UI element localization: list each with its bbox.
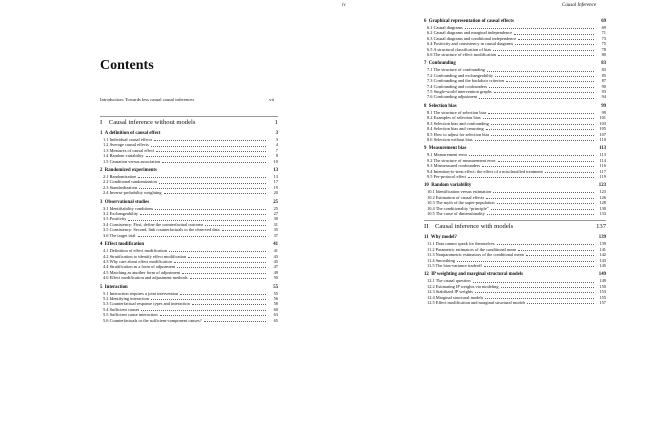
section-page: 31	[273, 221, 278, 227]
dot-leader	[177, 267, 266, 268]
section-title: 7.6 Confounding adjustment	[427, 94, 478, 100]
dot-leader	[518, 250, 594, 251]
section-entry[interactable]	[424, 263, 606, 268]
section-page: 45	[273, 258, 278, 264]
section-page: 27	[273, 211, 278, 217]
section-title: 5.5 Sufficient cause interaction	[103, 312, 158, 318]
dot-leader	[156, 151, 266, 152]
chapter-block	[424, 19, 606, 57]
toc-right-column	[424, 19, 606, 309]
dot-leader	[154, 140, 266, 141]
dot-leader	[465, 28, 594, 29]
section-page: 69	[601, 25, 606, 30]
section-page: 139	[599, 241, 606, 247]
chapter-page: 13	[273, 168, 278, 174]
dot-leader	[457, 261, 594, 262]
section-entry[interactable]	[100, 318, 278, 323]
section-title: 2.3 Standardization	[103, 184, 138, 190]
section-title: 12.1 The causal question	[427, 278, 471, 284]
section-entry[interactable]	[424, 137, 606, 142]
section-title: 12.4 Marginal structural models	[427, 294, 484, 300]
section-page: 143	[599, 257, 606, 263]
dot-leader	[498, 55, 594, 56]
section-entry[interactable]	[100, 275, 278, 280]
section-title: 2.4 Inverse probability weighting	[103, 190, 162, 196]
section-title: 8.6 Selection without bias	[427, 136, 473, 142]
dot-leader	[128, 220, 266, 221]
chapter-block	[100, 131, 278, 164]
dot-leader	[498, 161, 594, 162]
dot-leader	[140, 214, 266, 215]
dot-leader	[493, 50, 594, 51]
dot-leader	[139, 188, 266, 189]
section-page: 141	[599, 246, 606, 252]
chapter-block	[424, 183, 606, 216]
section-title: 6.1 Causal diagrams	[427, 25, 463, 30]
dot-leader	[473, 282, 594, 283]
dot-leader	[482, 166, 594, 167]
section-title: 9.2 The structure of measurement error	[427, 157, 496, 163]
section-page: 123	[599, 189, 606, 195]
section-title: 4.1 Definition of effect modification	[103, 248, 167, 254]
section-title: 11.4 Smoothing	[427, 257, 455, 263]
section-title: 8.5 How to adjust for selection bias	[427, 131, 490, 137]
dot-leader	[506, 81, 594, 82]
dot-leader	[515, 44, 594, 45]
chapter-page: 149	[598, 272, 606, 278]
section-page: 10	[273, 158, 278, 164]
chapter-name: 11 Why model?	[424, 235, 457, 241]
section-title: 6.4 Positivity and consistency in causal diagrams	[427, 41, 514, 47]
section-title: 1.3 Measures of causal effect	[103, 147, 155, 153]
dot-leader	[483, 118, 594, 119]
dot-leader	[497, 244, 594, 245]
section-page: 3	[275, 137, 278, 142]
section-page: 145	[599, 263, 606, 268]
section-title: 10.5 The curse of dimensionality	[427, 210, 485, 216]
chapter-block	[100, 200, 278, 238]
section-title: 3.4 Consistency: First, define the counterfactual outcome	[103, 221, 204, 227]
section-title: 3.3 Positivity	[103, 216, 127, 222]
section-page: 73	[601, 35, 606, 41]
section-entry[interactable]	[424, 52, 606, 57]
section-page: 126	[599, 194, 606, 200]
intro-entry[interactable]	[100, 97, 274, 102]
dot-leader	[146, 156, 266, 157]
dot-leader	[527, 303, 594, 304]
section-title: 7.3 Confounding and the backdoor criterion	[427, 78, 505, 84]
contents-heading: Contents	[100, 58, 154, 73]
section-title: 4.4 Stratification as a form of adjustment	[103, 264, 176, 270]
section-title: 10.4 The conditionality “principle”	[427, 205, 489, 211]
section-title: 3.2 Exchangeability	[103, 211, 139, 217]
section-entry[interactable]	[424, 211, 606, 216]
section-title: 4.6 Effect modification and adjustment methods	[103, 275, 188, 281]
section-page: 49	[273, 269, 278, 275]
section-page: 85	[601, 72, 606, 78]
section-title: 11.5 The bias-variance tradeoff	[427, 263, 482, 268]
section-page: 105	[599, 126, 606, 132]
section-title: 8.4 Selection bias and censoring	[427, 126, 484, 132]
section-title: 3.6 The target trial	[103, 232, 136, 238]
section-title: 12.5 Effect modification and marginal structural models	[427, 300, 526, 306]
section-page: 37	[273, 232, 278, 238]
section-page: 65	[273, 317, 278, 323]
chapter-name: 6 Graphical representation of causal effects	[424, 19, 514, 24]
section-page: 75	[601, 41, 606, 47]
section-title: 3.1 Identifiability conditions	[103, 205, 154, 211]
section-title: 9.1 Measurement error	[427, 152, 468, 158]
chapter-block	[100, 242, 278, 280]
chapter-block	[100, 285, 278, 323]
section-title: 6.5 A structural classification of bias	[427, 46, 492, 52]
chapter-page: 83	[601, 61, 606, 67]
dot-leader	[164, 193, 266, 194]
section-page: 35	[273, 227, 278, 233]
section-page: 20	[273, 190, 278, 196]
page-number: iv	[342, 3, 346, 8]
dot-leader	[491, 124, 594, 125]
dot-leader	[174, 262, 266, 263]
section-page: 117	[599, 168, 606, 174]
section-title: 9.5 Per-protocol effect	[427, 173, 467, 179]
dot-leader	[514, 34, 594, 35]
section-page: 157	[599, 300, 606, 306]
dot-leader	[160, 315, 266, 316]
part-heading[interactable]	[424, 220, 606, 231]
dot-leader	[484, 266, 594, 267]
section-entry[interactable]	[424, 174, 606, 179]
chapter-name: 5 Interaction	[100, 284, 128, 290]
chapter-page: 3	[275, 131, 278, 136]
dot-leader	[155, 209, 266, 210]
section-page: 150	[599, 283, 606, 289]
dot-leader	[169, 251, 266, 252]
part-page: 137	[596, 223, 606, 231]
chapter-page: 25	[273, 199, 278, 205]
chapter-page: 113	[599, 146, 606, 152]
dot-leader	[545, 172, 594, 173]
chapter-page: 69	[601, 19, 606, 24]
section-page: 119	[599, 173, 606, 179]
chapter-page: 139	[598, 235, 606, 241]
section-page: 128	[599, 200, 606, 206]
dot-leader	[487, 71, 594, 72]
dot-leader	[488, 113, 594, 114]
dot-leader	[182, 273, 266, 274]
chapter-name: 2 Randomized experiments	[100, 168, 157, 174]
dot-leader	[526, 255, 594, 256]
section-page: 58	[273, 301, 278, 307]
section-title: 8.2 Examples of selection bias	[427, 115, 481, 121]
section-page: 63	[273, 312, 278, 318]
part-title: I Causal inference without models	[100, 119, 196, 126]
dot-leader	[205, 225, 266, 226]
section-title: 11.2 Parametric estimators of the conditional mean	[427, 246, 517, 252]
section-page: 114	[599, 157, 606, 163]
chapter-block	[424, 146, 606, 179]
section-page: 99	[601, 109, 606, 115]
dot-leader	[180, 294, 266, 295]
section-page: 60	[273, 306, 278, 312]
dot-leader	[485, 298, 594, 299]
section-page: 155	[599, 294, 606, 300]
section-title: 4.3 Why care about effect modification	[103, 258, 172, 264]
dot-leader	[497, 203, 594, 204]
section-page: 94	[601, 94, 606, 100]
chapter-block	[424, 272, 606, 305]
section-title: 4.5 Matching as another form of adjustment	[103, 269, 181, 275]
section-title: 5.2 Identifying interaction	[103, 295, 149, 301]
intro-page: vii	[269, 97, 274, 102]
section-title: 9.4 Intention-to-treat effect: the effect of a misclassified treatment	[427, 168, 543, 174]
section-page: 80	[601, 52, 606, 58]
section-page: 153	[599, 289, 606, 295]
dot-leader	[138, 177, 266, 178]
section-page: 87	[601, 78, 606, 84]
section-page: 103	[599, 120, 606, 126]
dot-leader	[188, 257, 266, 258]
toc-left-column	[100, 114, 278, 327]
section-title: 1.5 Causation versus association	[103, 158, 161, 164]
section-entry[interactable]	[100, 159, 278, 164]
dot-leader	[151, 146, 266, 147]
section-title: 8.3 Selection bias and confounding	[427, 120, 489, 126]
section-page: 83	[601, 67, 606, 73]
section-title: 1.1 Individual causal effects	[103, 137, 153, 142]
part-page: 1	[274, 119, 278, 126]
section-page: 130	[599, 205, 606, 211]
dot-leader	[475, 140, 594, 141]
dot-leader	[475, 292, 594, 293]
dot-leader	[192, 304, 266, 305]
chapter-block	[424, 61, 606, 99]
section-page: 7	[275, 147, 278, 153]
dot-leader	[489, 87, 594, 88]
section-page: 19	[273, 184, 278, 190]
section-title: 12.2 Estimating IP weights via modeling	[427, 283, 499, 289]
section-page: 133	[599, 210, 606, 216]
section-title: 8.1 The structure of selection bias	[427, 109, 487, 115]
intro-title: Introduction: Towards less casual causal inferences	[100, 97, 195, 102]
dot-leader	[469, 155, 594, 156]
section-page: 71	[601, 30, 606, 36]
section-page: 90	[601, 83, 606, 89]
dot-leader	[138, 236, 266, 237]
section-page: 56	[273, 295, 278, 301]
section-page: 55	[273, 290, 278, 296]
section-title: 2.2 Conditional randomization	[103, 179, 157, 185]
section-entry[interactable]	[100, 233, 278, 238]
chapter-name: 7 Confounding	[424, 61, 456, 67]
section-title: 2.1 Randomization	[103, 174, 137, 180]
running-title: Causal Inference	[562, 3, 597, 8]
chapter-block	[424, 235, 606, 268]
section-page: 41	[273, 248, 278, 254]
section-page: 149	[599, 278, 606, 284]
chapter-name: 1 A definition of causal effect	[100, 131, 161, 136]
chapter-block	[424, 104, 606, 142]
dot-leader	[159, 183, 266, 184]
section-page: 17	[273, 179, 278, 185]
section-title: 5.6 Counterfactuals or the sufficient-component causes?	[103, 317, 202, 323]
section-title: 12.3 Stabilized IP weights	[427, 289, 473, 295]
dot-leader	[491, 135, 594, 136]
chapter-page: 99	[601, 103, 606, 109]
dot-leader	[501, 287, 594, 288]
section-title: 5.4 Sufficient causes	[103, 306, 140, 312]
section-page: 113	[599, 152, 606, 158]
section-page: 25	[273, 205, 278, 211]
section-entry[interactable]	[424, 300, 606, 305]
section-page: 78	[601, 46, 606, 52]
chapter-name: 10 Random variability	[424, 183, 472, 189]
section-title: 4.2 Stratification to identify effect modification	[103, 253, 187, 259]
chapter-name: 3 Observational studies	[100, 199, 150, 205]
section-page: 107	[599, 131, 606, 137]
section-page: 47	[273, 264, 278, 270]
chapter-name: 12 IP weighting and marginal structural models	[424, 272, 524, 278]
section-title: 6.3 Causal diagrams and conditional independence	[427, 35, 517, 41]
dot-leader	[487, 214, 594, 215]
section-page: 101	[599, 115, 606, 121]
chapter-block	[100, 168, 278, 196]
section-title: 5.3 Counterfactual response types and interaction	[103, 301, 190, 307]
part-title: II Causal inference with models	[424, 223, 514, 231]
section-title: 1.2 Average causal effects	[103, 142, 149, 148]
section-title: 10.2 Estimation of causal effects	[427, 194, 485, 200]
section-entry[interactable]	[424, 94, 606, 99]
dot-leader	[468, 177, 594, 178]
dot-leader	[518, 39, 594, 40]
chapter-name: 9 Measurement bias	[424, 146, 467, 152]
dot-leader	[141, 310, 266, 311]
chapter-name: 8 Selection bias	[424, 103, 457, 109]
dot-leader	[190, 278, 266, 279]
section-title: 6.6 The structure of effect modification	[427, 52, 497, 58]
section-page: 142	[599, 252, 606, 258]
chapter-page: 41	[273, 242, 278, 248]
dot-leader	[486, 129, 594, 130]
section-title: 7.5 Single-world intervention graphs	[427, 89, 492, 95]
chapter-page: 123	[598, 183, 606, 189]
section-page: 8	[275, 153, 278, 159]
dot-leader	[493, 192, 594, 193]
section-title: 11.1 Data cannot speak for themselves	[427, 241, 495, 247]
section-title: 5.1 Interaction requires a joint intervention	[103, 290, 179, 296]
section-page: 43	[273, 253, 278, 259]
chapter-name: 4 Effect modification	[100, 242, 145, 248]
section-page: 13	[273, 174, 278, 180]
section-page: 116	[599, 163, 606, 169]
section-title: 10.3 The myth of the super-population	[427, 200, 495, 206]
dot-leader	[486, 198, 594, 199]
section-title: 7.4 Confounding and confounders	[427, 83, 487, 89]
section-title: 11.3 Nonparametric estimators of the conditional mean	[427, 252, 524, 258]
dot-leader	[222, 230, 266, 231]
section-page: 4	[275, 142, 278, 148]
dot-leader	[491, 209, 594, 210]
section-page: 30	[273, 216, 278, 222]
section-page: 110	[599, 136, 606, 142]
section-title: 7.2 Confounding and exchangeability	[427, 72, 494, 78]
section-title: 10.1 Identification versus estimation	[427, 189, 492, 195]
dot-leader	[479, 98, 594, 99]
section-page: 50	[273, 275, 278, 281]
dot-leader	[495, 76, 594, 77]
section-title: 7.1 The structure of confounding	[427, 67, 485, 73]
section-title: 1.4 Random variability	[103, 153, 144, 159]
part-heading[interactable]	[100, 116, 278, 127]
section-entry[interactable]	[100, 190, 278, 195]
section-page: 93	[601, 89, 606, 95]
dot-leader	[204, 321, 266, 322]
section-title: 9.3 Mismeasured confounders	[427, 163, 481, 169]
section-title: 3.5 Consistency: Second, link counterfactuals to the observed data	[103, 227, 220, 233]
chapter-page: 55	[273, 284, 278, 290]
dot-leader	[162, 162, 266, 163]
section-title: 6.2 Causal diagrams and marginal independence	[427, 30, 513, 36]
dot-leader	[151, 299, 266, 300]
dot-leader	[494, 92, 594, 93]
